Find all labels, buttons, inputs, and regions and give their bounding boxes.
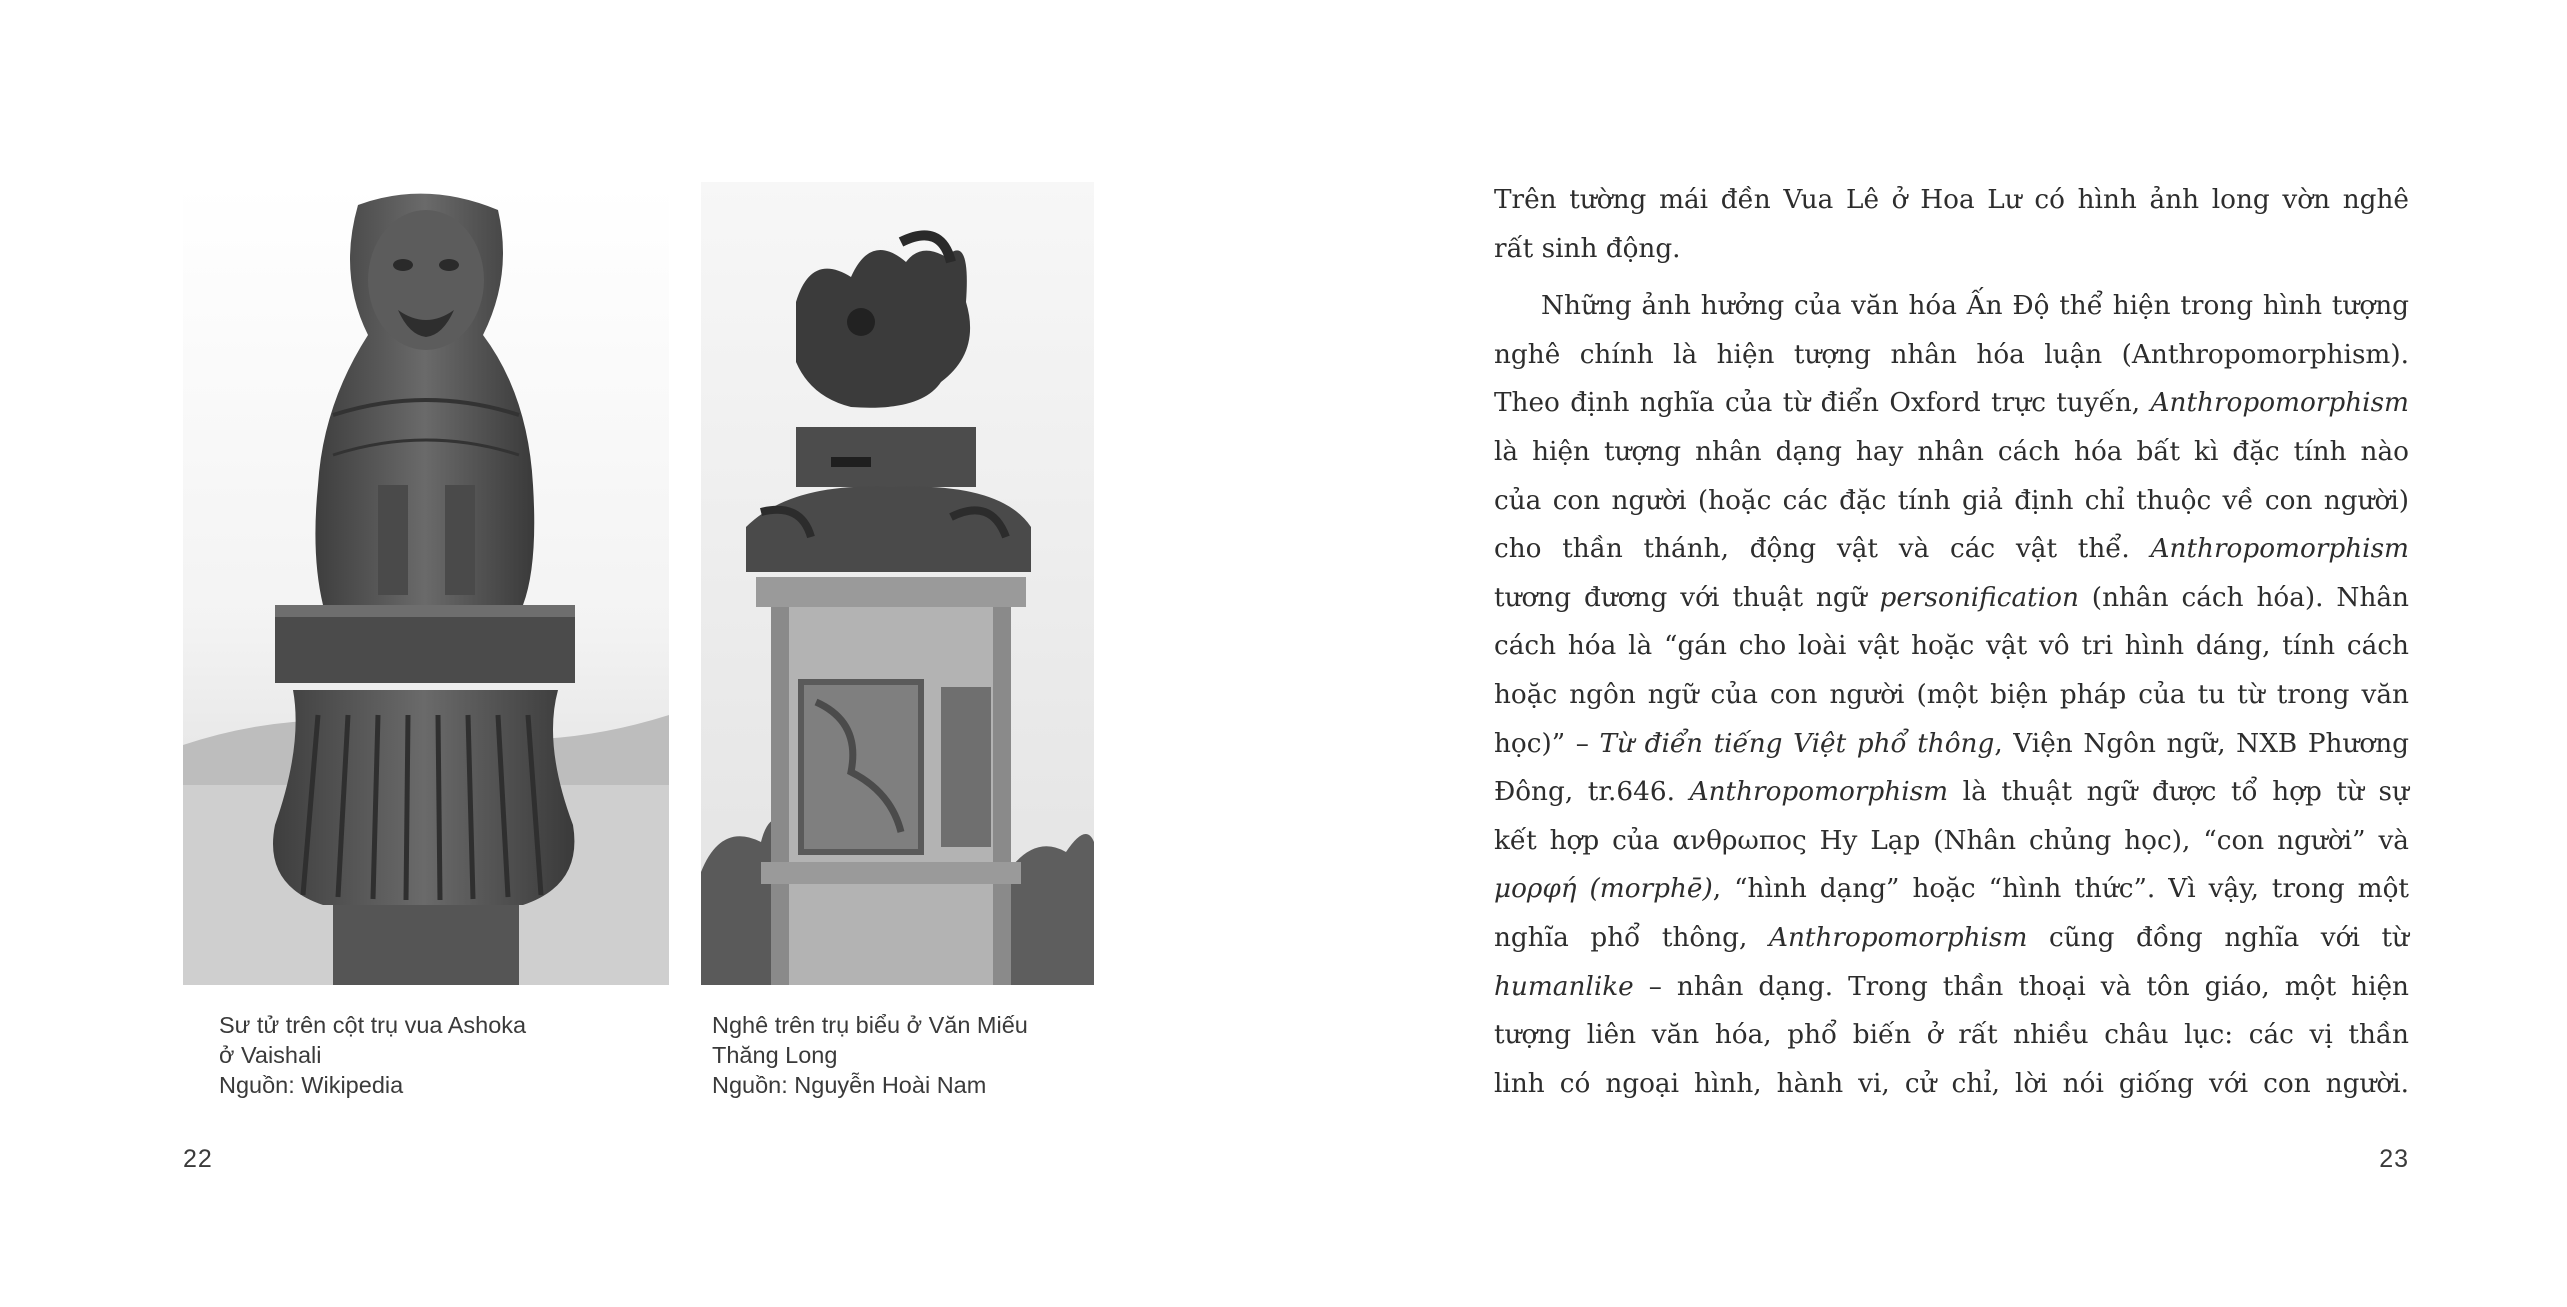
text-run: – nhân dạng. Trong thần thoại và tôn giáo, một hiện	[1633, 971, 2409, 1002]
caption-source: Nguồn: Wikipedia	[219, 1072, 404, 1098]
text-line	[1494, 963, 2409, 1012]
text-line	[1494, 671, 2409, 720]
text-line	[1494, 574, 2409, 623]
text-line	[1494, 477, 2409, 526]
caption-source: Nguồn: Nguyễn Hoài Nam	[712, 1072, 987, 1098]
page-number-left: 22	[183, 1145, 213, 1173]
body-text	[1494, 176, 2409, 1108]
text-line	[1494, 282, 2409, 331]
nghe-pillar-photo	[701, 182, 1094, 985]
caption-line: Sư tử trên cột trụ vua Ashoka	[219, 1012, 527, 1038]
paragraph-gap	[1494, 273, 2409, 282]
italic-term: Anthropomorphism	[1768, 922, 2028, 953]
text-line	[1494, 525, 2409, 574]
text-line	[1494, 379, 2409, 428]
text-run: linh có ngoại hình, hành vi, cử chỉ, lời nói giống với con người.	[1494, 1068, 2409, 1099]
text-run: là hiện tượng nhân dạng hay nhân cách hóa bất kì đặc tính nào	[1494, 436, 2409, 467]
text-run: kết hợp của ανθρωπος Hy Lạp (Nhân chủng học), “con người” và	[1494, 825, 2409, 856]
text-run: hoặc ngôn ngữ của con người (một biện pháp của tu từ trong văn	[1494, 679, 2409, 710]
caption-line: ở Vaishali	[219, 1042, 322, 1068]
text-line	[1494, 1011, 2409, 1060]
text-line	[1494, 720, 2409, 769]
text-run: (nhân cách hóa). Nhân	[2078, 582, 2409, 613]
nghe-pillar-illustration	[701, 182, 1094, 985]
text-run: học)” –	[1494, 728, 1600, 759]
text-line	[1494, 176, 2409, 225]
caption-line: Thăng Long	[712, 1042, 838, 1068]
lion-capital-photo	[183, 185, 669, 985]
text-line	[1494, 225, 2409, 274]
text-run: , “hình dạng” hoặc “hình thức”. Vì vậy, trong một	[1712, 874, 2409, 905]
lion-capital-illustration	[183, 185, 669, 985]
italic-term: μορφή (morphē)	[1494, 874, 1713, 905]
text-run: Đông, tr.646.	[1494, 777, 1690, 808]
text-line	[1494, 622, 2409, 671]
text-run: cho thần thánh, động vật và các vật thể.	[1494, 534, 2151, 565]
left-page	[0, 0, 1283, 1307]
text-run: tượng liên văn hóa, phổ biến ở rất nhiều châu lục: các vị thần	[1494, 1020, 2409, 1051]
text-run: nghê chính là hiện tượng nhân hóa luận (Anthropomorphism).	[1494, 339, 2409, 370]
text-run: của con người (hoặc các đặc tính giả định chỉ thuộc về con người)	[1494, 485, 2409, 516]
italic-term: Từ điển tiếng Việt phổ thông	[1599, 728, 1995, 759]
italic-term: Anthropomorphism	[1689, 777, 1949, 808]
text-line	[1494, 865, 2409, 914]
text-run: là thuật ngữ được tổ hợp từ sự	[1948, 777, 2409, 808]
italic-term: Anthropomorphism	[2150, 534, 2409, 565]
italic-term: personification	[1879, 582, 2079, 613]
page-number-right: 23	[2379, 1145, 2409, 1173]
text-run: Theo định nghĩa của từ điển Oxford trực tuyến,	[1494, 388, 2151, 419]
text-line	[1494, 817, 2409, 866]
text-run: Trên tường mái đền Vua Lê ở Hoa Lư có hình ảnh long vờn nghê	[1494, 185, 2409, 215]
text-line	[1494, 428, 2409, 477]
lion-capital-caption	[219, 1010, 526, 1100]
text-run: nghĩa phổ thông,	[1494, 922, 1769, 953]
nghe-pillar-caption	[712, 1010, 1028, 1100]
text-run: cách hóa là “gán cho loài vật hoặc vật vô tri hình dáng, tính cách	[1494, 631, 2409, 662]
italic-term: Anthropomorphism	[2150, 388, 2409, 419]
text-line	[1494, 331, 2409, 380]
text-line	[1494, 914, 2409, 963]
italic-term: humanlike	[1494, 971, 1634, 1002]
text-line	[1494, 1060, 2409, 1109]
text-run: cũng đồng nghĩa với từ	[2027, 922, 2409, 953]
caption-line: Nghê trên trụ biểu ở Văn Miếu	[712, 1012, 1028, 1038]
text-run: tương đương với thuật ngữ	[1494, 582, 1880, 613]
text-line	[1494, 768, 2409, 817]
text-run: rất sinh động.	[1494, 233, 1681, 264]
text-run: Những ảnh hưởng của văn hóa Ấn Độ thể hiện trong hình tượng	[1541, 291, 2409, 322]
text-run: , Viện Ngôn ngữ, NXB Phương	[1994, 728, 2409, 759]
